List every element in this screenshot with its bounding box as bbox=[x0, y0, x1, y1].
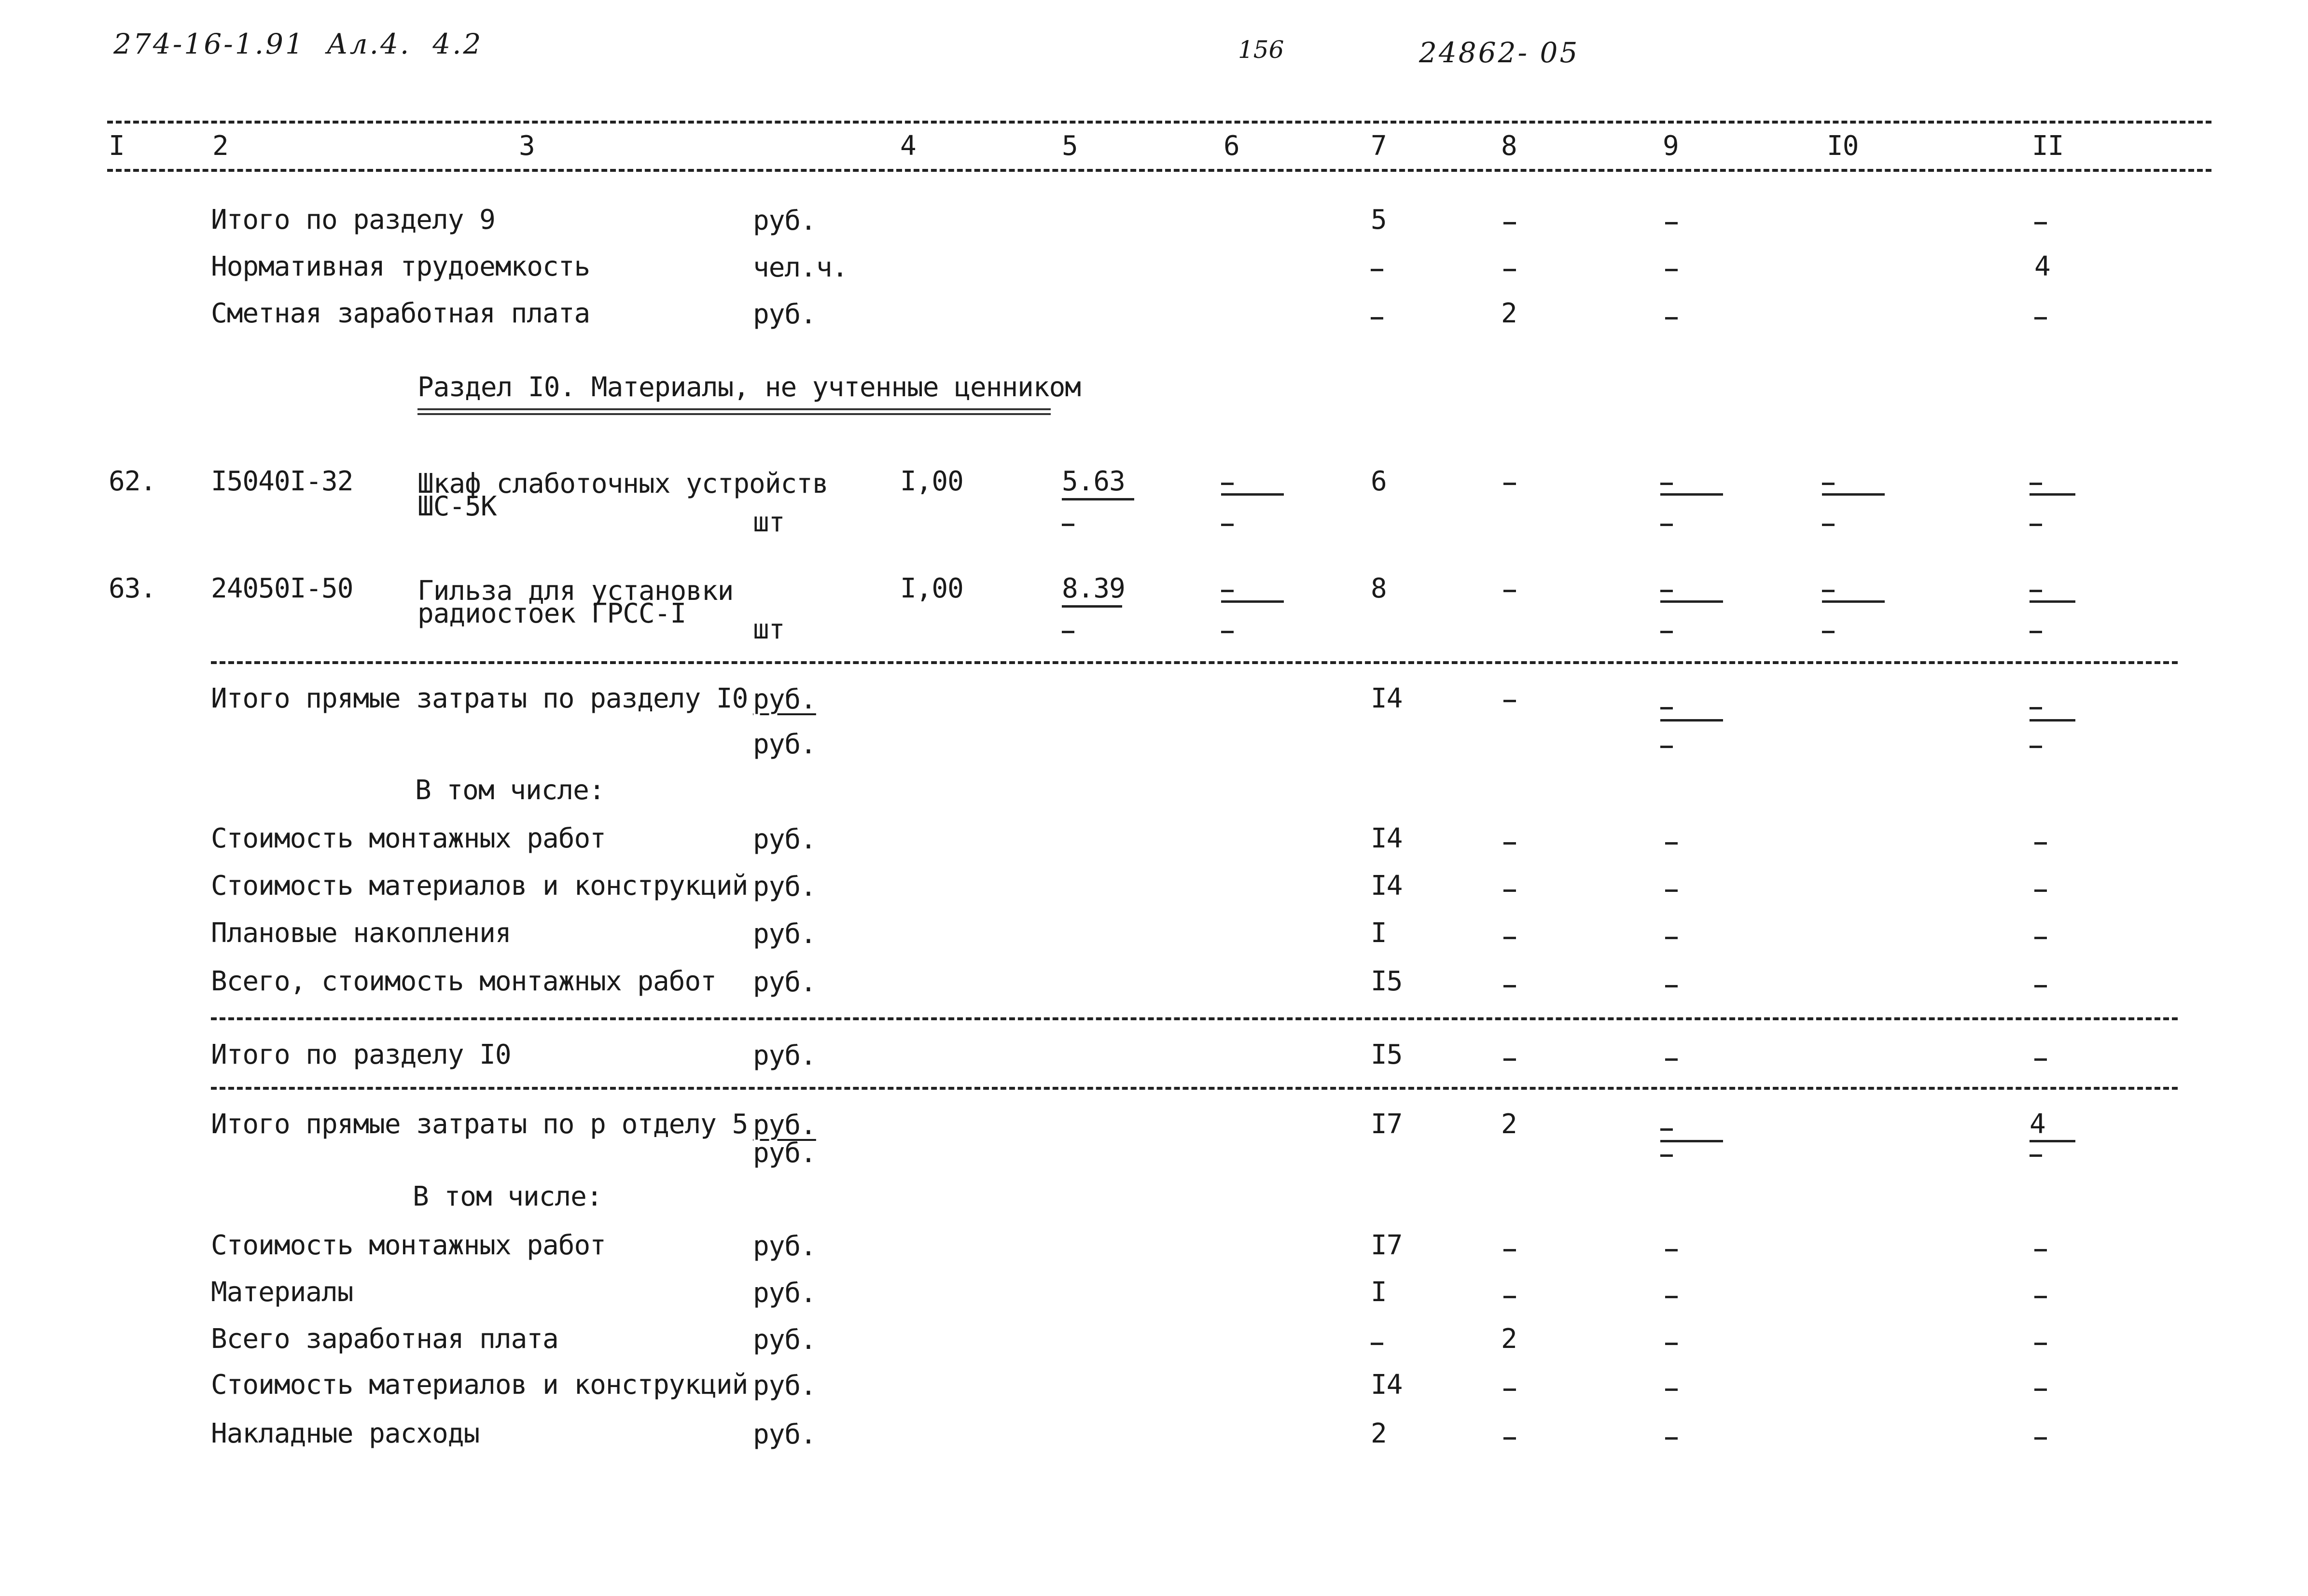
summary-including: В том числе: bbox=[413, 1181, 602, 1212]
section10-total-rule bbox=[211, 1087, 2178, 1090]
section9-total-unit: руб. bbox=[753, 205, 816, 236]
dash-mark bbox=[1665, 1249, 1678, 1251]
dash-mark bbox=[1221, 631, 1234, 633]
dash-mark bbox=[2030, 746, 2042, 748]
summary-direct-c7: I7 bbox=[1371, 1109, 1403, 1140]
doc-number: 24862- 05 bbox=[1419, 36, 1580, 69]
row-62-qty: I,00 bbox=[900, 466, 963, 497]
header-bottom-rule bbox=[107, 169, 2211, 172]
dash-mark bbox=[2034, 1296, 2047, 1298]
dash-mark bbox=[1665, 842, 1678, 845]
summary-overhead-unit: руб. bbox=[753, 1419, 816, 1450]
section9-labor-c11: 4 bbox=[2034, 251, 2050, 282]
dash-mark bbox=[1660, 707, 1673, 709]
summary-constr-c7: I4 bbox=[1371, 1369, 1403, 1401]
column-header-7: 7 bbox=[1371, 130, 1387, 162]
summary-overhead-label: Накладные расходы bbox=[211, 1418, 480, 1449]
dash-mark bbox=[1822, 483, 1835, 485]
dash-mark bbox=[1503, 937, 1516, 939]
dash-mark bbox=[2030, 524, 2042, 526]
dash-mark bbox=[1665, 1343, 1678, 1345]
fraction-line bbox=[1822, 493, 1885, 496]
dash-mark bbox=[1665, 1058, 1678, 1061]
dash-mark bbox=[1062, 524, 1074, 526]
doc-code: 274-16-1.91 Ал.4. 4.2 bbox=[113, 28, 483, 60]
row-62-price-underline bbox=[1062, 498, 1134, 500]
dash-mark bbox=[1660, 590, 1673, 592]
dash-mark bbox=[2034, 317, 2047, 319]
dash-mark bbox=[2030, 1154, 2042, 1157]
section10-mount-unit: руб. bbox=[753, 824, 816, 855]
dash-mark bbox=[1822, 631, 1835, 633]
dash-mark bbox=[1503, 590, 1516, 592]
column-header-10: I0 bbox=[1827, 130, 1859, 162]
dash-mark bbox=[1822, 524, 1835, 526]
summary-mat-label: Материалы bbox=[211, 1277, 353, 1308]
row-62-price: 5.63 bbox=[1062, 466, 1125, 497]
section10-total-unit: руб. bbox=[753, 1040, 816, 1071]
section10-mount-label: Стоимость монтажных работ bbox=[211, 823, 606, 854]
dash-mark bbox=[1665, 1296, 1678, 1298]
section9-wage-unit: руб. bbox=[753, 299, 816, 330]
fraction-line bbox=[1660, 600, 1723, 603]
section10-all-label: Всего, стоимость монтажных работ bbox=[211, 966, 716, 997]
dash-mark bbox=[1665, 317, 1678, 319]
dash-mark bbox=[1221, 590, 1234, 592]
dash-mark bbox=[1503, 842, 1516, 845]
section10-mount-c7: I4 bbox=[1371, 823, 1403, 854]
dash-mark bbox=[2034, 842, 2047, 845]
column-header-3: 3 bbox=[519, 130, 535, 162]
dash-mark bbox=[1660, 631, 1673, 633]
summary-constr-unit: руб. bbox=[753, 1370, 816, 1402]
dash-mark bbox=[1665, 937, 1678, 939]
section10-materials-unit: руб. bbox=[753, 871, 816, 902]
dash-mark bbox=[2030, 631, 2042, 633]
dash-mark bbox=[2030, 707, 2042, 709]
dash-mark bbox=[1503, 1388, 1516, 1391]
dash-mark bbox=[1503, 889, 1516, 892]
dash-mark bbox=[1665, 222, 1678, 224]
row-62-name-line2: ШС-5К bbox=[417, 491, 497, 522]
fraction-line bbox=[2030, 1140, 2075, 1142]
fraction-line bbox=[1221, 600, 1284, 603]
summary-mat-c7: I bbox=[1371, 1277, 1387, 1308]
column-header-1: I bbox=[109, 130, 125, 162]
dash-mark bbox=[2034, 1437, 2047, 1440]
section10-savings-c7: I bbox=[1371, 917, 1387, 949]
dash-mark bbox=[1371, 317, 1383, 319]
summary-mount-unit: руб. bbox=[753, 1231, 816, 1262]
dash-mark bbox=[1371, 1343, 1383, 1345]
section10-direct-total-c7: I4 bbox=[1371, 683, 1403, 714]
section10-title: Раздел I0. Материалы, не учтенные ценником bbox=[417, 372, 1081, 403]
section9-labor-unit: чел.ч. bbox=[753, 252, 848, 283]
dash-mark bbox=[1503, 483, 1516, 485]
summary-mount-c7: I7 bbox=[1371, 1230, 1403, 1261]
section10-title-rule bbox=[417, 408, 1051, 416]
dash-mark bbox=[1503, 269, 1516, 271]
section10-direct-total-unit-2: руб. bbox=[753, 729, 816, 760]
section9-total-label: Итого по разделу 9 bbox=[211, 204, 495, 236]
dash-mark bbox=[2034, 937, 2047, 939]
dash-mark bbox=[1665, 985, 1678, 987]
row-63-name-line1: Гильза для установки bbox=[417, 575, 734, 607]
dash-mark bbox=[1371, 269, 1383, 271]
summary-wage-label: Всего заработная плата bbox=[211, 1323, 558, 1355]
fraction-line bbox=[1822, 600, 1885, 603]
row-62-code: I5040I-32 bbox=[211, 466, 353, 497]
summary-wage-c8: 2 bbox=[1501, 1323, 1517, 1355]
dash-mark bbox=[1665, 1437, 1678, 1440]
dash-mark bbox=[2034, 1058, 2047, 1061]
row-63-unit: шт bbox=[753, 614, 785, 645]
summary-direct-label: Итого прямые затраты по р отделу 5 bbox=[211, 1109, 748, 1140]
section10-all-c7: I5 bbox=[1371, 966, 1403, 997]
dash-mark bbox=[1503, 222, 1516, 224]
fraction-line bbox=[1660, 719, 1723, 722]
dash-mark bbox=[1822, 590, 1835, 592]
dash-mark bbox=[1503, 985, 1516, 987]
section10-direct-total-label: Итого прямые затраты по разделу I0 bbox=[211, 683, 748, 714]
dash-mark bbox=[2030, 590, 2042, 592]
row-62-c7: 6 bbox=[1371, 466, 1387, 497]
row-63-price: 8.39 bbox=[1062, 573, 1125, 604]
fraction-line bbox=[1221, 493, 1284, 496]
section10-subtotal-rule bbox=[211, 1017, 2178, 1020]
dash-mark bbox=[2034, 1388, 2047, 1391]
dash-mark bbox=[1660, 1128, 1673, 1131]
column-header-9: 9 bbox=[1663, 130, 1679, 162]
summary-mount-label: Стоимость монтажных работ bbox=[211, 1230, 606, 1261]
row-63-qty: I,00 bbox=[900, 573, 963, 604]
dash-mark bbox=[1503, 1058, 1516, 1061]
section9-labor-label: Нормативная трудоемкость bbox=[211, 251, 590, 282]
dash-mark bbox=[2034, 1343, 2047, 1345]
section10-direct-total-unit: руб. bbox=[753, 684, 816, 715]
dash-mark bbox=[1665, 1388, 1678, 1391]
summary-direct-unit: руб. bbox=[753, 1110, 816, 1141]
column-header-8: 8 bbox=[1501, 130, 1517, 162]
dash-mark bbox=[1062, 631, 1074, 633]
dash-mark bbox=[1503, 1249, 1516, 1251]
row-62-name-line1: Шкаф слаботочных устройств bbox=[417, 468, 828, 500]
dash-mark bbox=[1503, 1437, 1516, 1440]
section10-materials-label: Стоимость материалов и конструкций bbox=[211, 870, 748, 902]
summary-direct-unit-2: руб. bbox=[753, 1138, 816, 1169]
summary-overhead-c7: 2 bbox=[1371, 1418, 1387, 1449]
header-top-rule bbox=[107, 121, 2211, 124]
dash-mark bbox=[1660, 524, 1673, 526]
section10-total-label: Итого по разделу I0 bbox=[211, 1039, 511, 1070]
dash-mark bbox=[2034, 889, 2047, 892]
section9-wage-c8: 2 bbox=[1501, 298, 1517, 329]
column-header-6: 6 bbox=[1224, 130, 1239, 162]
dash-mark bbox=[2034, 985, 2047, 987]
summary-constr-label: Стоимость материалов и конструкций bbox=[211, 1369, 748, 1401]
section10-materials-c7: I4 bbox=[1371, 870, 1403, 902]
summary-mat-unit: руб. bbox=[753, 1277, 816, 1309]
dash-mark bbox=[1665, 889, 1678, 892]
dash-mark bbox=[2034, 1249, 2047, 1251]
dash-mark bbox=[1660, 1154, 1673, 1157]
dash-mark bbox=[1665, 269, 1678, 271]
summary-direct-c11: 4 bbox=[2030, 1109, 2045, 1140]
section9-total-c7: 5 bbox=[1371, 204, 1387, 236]
row-63-code: 24050I-50 bbox=[211, 573, 353, 604]
summary-wage-unit: руб. bbox=[753, 1324, 816, 1356]
section10-including: В том числе: bbox=[415, 775, 605, 806]
page-number: 156 bbox=[1238, 36, 1284, 64]
row-63-number: 63. bbox=[109, 573, 156, 604]
summary-direct-c8: 2 bbox=[1501, 1109, 1517, 1140]
section10-items-rule bbox=[211, 661, 2178, 664]
fraction-line bbox=[1660, 493, 1723, 496]
row-63-name-line2: радиостоек ГРСС-I bbox=[417, 598, 686, 629]
dash-mark bbox=[1221, 524, 1234, 526]
dash-mark bbox=[2034, 222, 2047, 224]
section10-all-unit: руб. bbox=[753, 967, 816, 998]
fraction-line bbox=[2030, 719, 2075, 722]
fraction-line bbox=[2030, 493, 2075, 496]
dash-mark bbox=[1503, 700, 1516, 702]
row-62-unit: шт bbox=[753, 507, 785, 538]
row-63-c7: 8 bbox=[1371, 573, 1387, 604]
dash-mark bbox=[1503, 1296, 1516, 1298]
dash-mark bbox=[1221, 483, 1234, 485]
column-header-5: 5 bbox=[1062, 130, 1078, 162]
column-header-2: 2 bbox=[212, 130, 228, 162]
row-62-number: 62. bbox=[109, 466, 156, 497]
row-63-price-underline bbox=[1062, 605, 1122, 608]
column-header-4: 4 bbox=[900, 130, 916, 162]
section10-savings-label: Плановые накопления bbox=[211, 917, 511, 949]
fraction-line bbox=[2030, 600, 2075, 603]
dash-mark bbox=[1660, 483, 1673, 485]
column-header-11: II bbox=[2032, 130, 2064, 162]
fraction-line bbox=[1660, 1140, 1723, 1142]
section10-savings-unit: руб. bbox=[753, 918, 816, 950]
dash-mark bbox=[2030, 483, 2042, 485]
dash-mark bbox=[1660, 746, 1673, 748]
section10-total-c7: I5 bbox=[1371, 1039, 1403, 1070]
section9-wage-label: Сметная заработная плата bbox=[211, 298, 590, 329]
